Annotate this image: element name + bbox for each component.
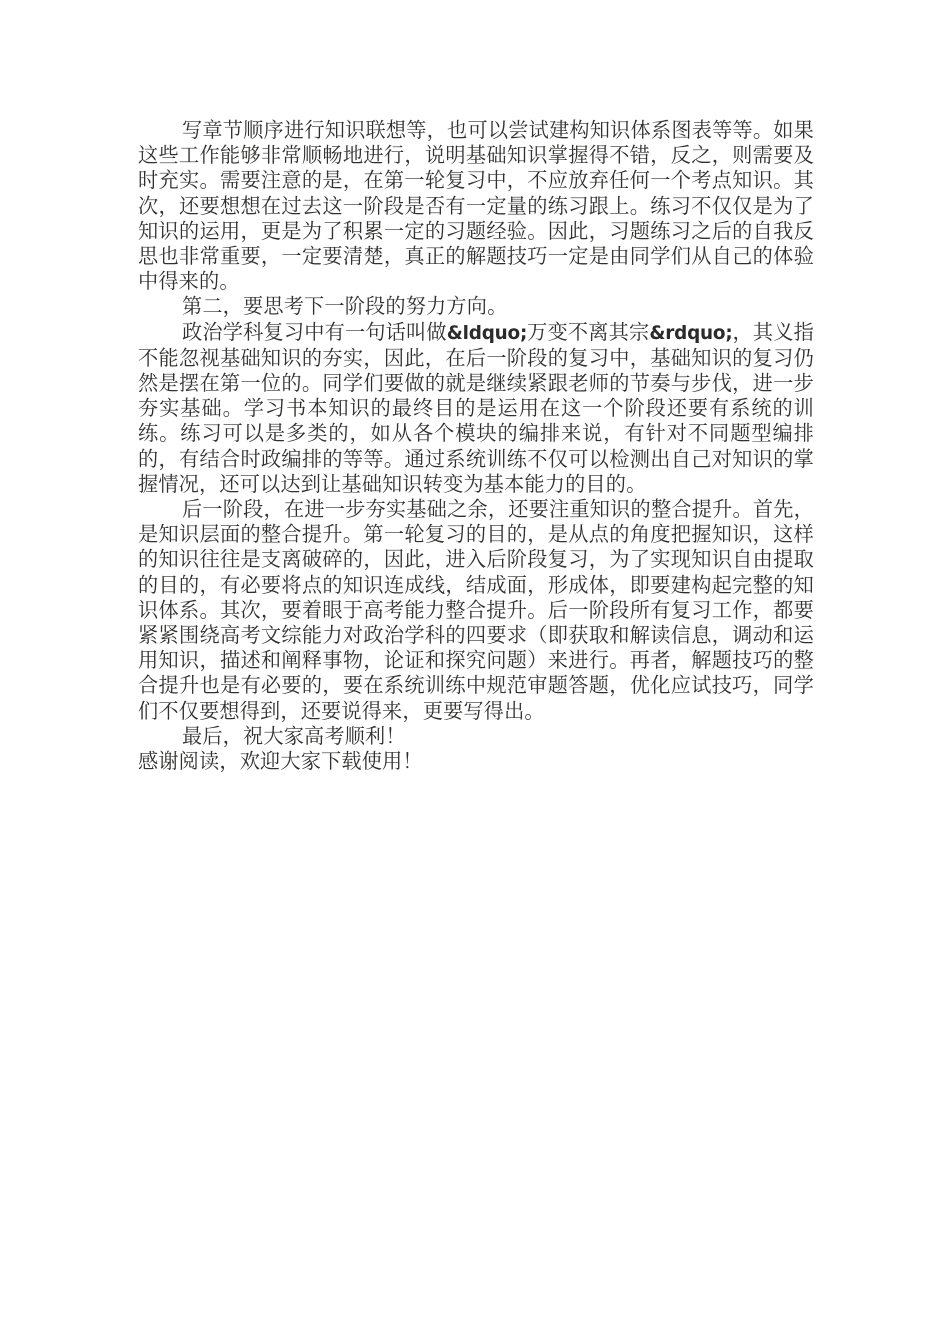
paragraph-5-closing: 最后，祝大家高考顺利！ xyxy=(182,723,406,748)
paragraph-3-open-quote-entity: &ldquo; xyxy=(446,322,528,344)
paragraph-3-close-quote-entity: &rdquo; xyxy=(649,322,733,344)
paragraph-4: 后一阶段，在进一步夯实基础之余，还要注重知识的整合提升。首先，是知识层面的整合提升。第一轮复习的目的，是从点的角度把握知识，这样的知识往往是支离破碎的，因此，进入后阶段复习，为了实现知识自由提取的目的，有必要将点的知识连成线，结成面，形成体，即要建构起完整的知识体系。其次，要着眼于高考能力整合提升。后一阶段所有复习工作，都要紧紧围绕高考文综能力对政治学科的四要求（即获取和解读信息，调动和运用知识，描述和阐释事物，论证和探究问题）来进行。再者，解题技巧的整合提升也是有必要的，要在系统训练中规范审题答题，优化应试技巧，同学们不仅要想得到，还要说得来，更要写得出。 xyxy=(138,497,814,723)
document-body xyxy=(138,118,814,774)
paragraph-3 xyxy=(138,320,814,497)
paragraph-6-footer-note: 感谢阅读，欢迎大家下载使用！ xyxy=(138,749,423,774)
paragraph-2-heading: 第二，要思考下一阶段的努力方向。 xyxy=(182,294,508,319)
paragraph-1: 写章节顺序进行知识联想等，也可以尝试建构知识体系图表等等。如果这些工作能够非常顺畅地进行，说明基础知识掌握得不错，反之，则需要及时充实。需要注意的是，在第一轮复习中，不应放弃任何一个考点知识。其次，还要想想在过去这一阶段是否有一定量的练习跟上。练习不仅仅是为了知识的运用，更是为了积累一定的习题经验。因此，习题练习之后的自我反思也非常重要，一定要清楚，真正的解题技巧一定是由同学们从自己的体验中得来的。 xyxy=(138,118,814,294)
paragraph-3-segment-text-2: 万变不离其宗 xyxy=(527,319,650,344)
paragraph-3-segment-text-1: 政治学科复习中有一句话叫做 xyxy=(182,319,447,344)
paragraph-3-segment-text-3: ，其义指不能忽视基础知识的夯实，因此，在后一阶段的复习中，基础知识的复习仍然是摆在第一位的。同学们要做的就是继续紧跟老师的节奏与步伐，进一步夯实基础。学习书本知识的最终目的是运用在这一个阶段还要有系统的训练。练习可以是多类的，如从各个模块的编排来说，有针对不同题型编排的，有结合时政编排的等等。通过系统训练不仅可以检测出自己对知识的掌握情况，还可以达到让基础知识转变为基本能力的目的。 xyxy=(138,319,815,496)
